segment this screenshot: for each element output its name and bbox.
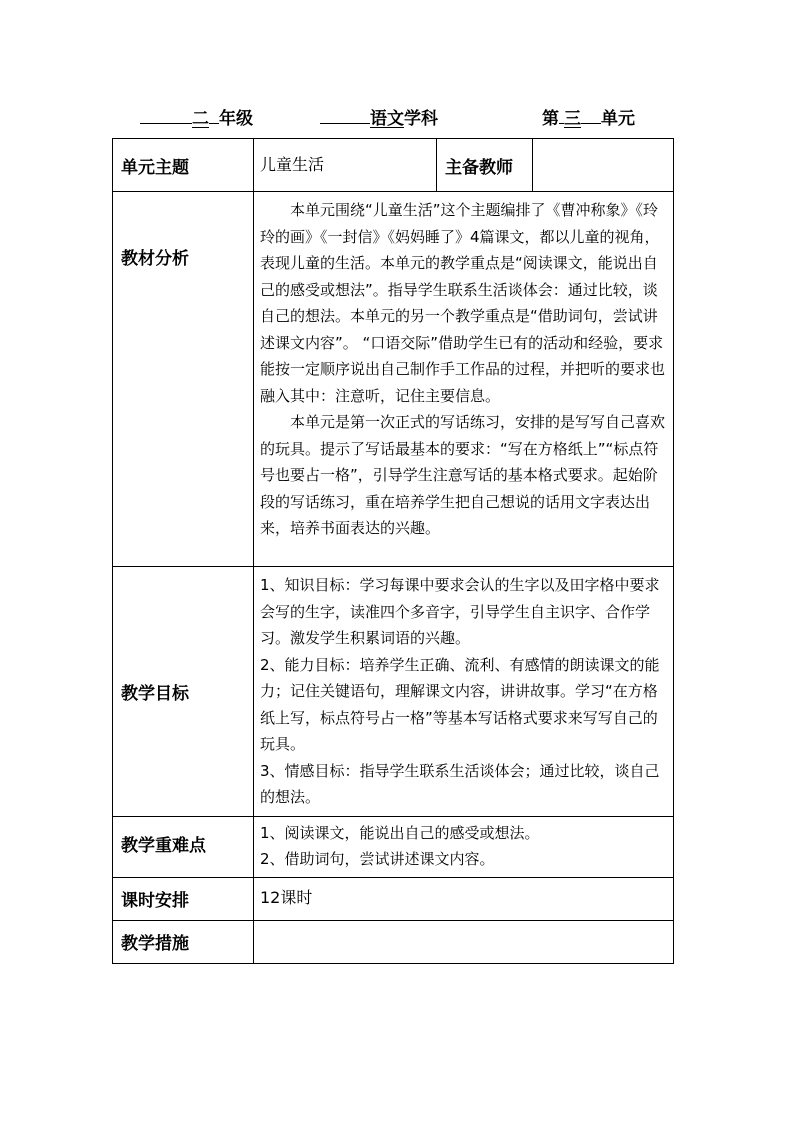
measures-label: 教学措施 xyxy=(113,920,254,963)
schedule-value: 12课时 xyxy=(254,877,674,920)
key-points-label: 教学重难点 xyxy=(113,816,254,877)
goals-content xyxy=(254,567,674,817)
unit-field xyxy=(542,104,635,129)
schedule-label: 课时安排 xyxy=(113,877,254,920)
goal-item: 3、情感目标：指导学生联系生活谈体会；通过比较，谈自己的想法。 xyxy=(260,761,660,806)
teacher-label: 主备教师 xyxy=(437,139,533,192)
grade-blank-line xyxy=(140,105,192,124)
unit-value: 三 xyxy=(564,109,581,129)
unit-label: 单元 xyxy=(601,109,635,129)
page-header xyxy=(112,104,673,130)
unit-prefix: 第 xyxy=(542,109,559,129)
grade-label: 年级 xyxy=(219,109,253,129)
schedule-row xyxy=(113,877,674,920)
subject-blank-line xyxy=(320,105,370,124)
goal-item: 2、能力目标：培养学生正确、流利、有感情的朗读课文的能力；记住关键语句，理解课文内容，讲讲故事。学习“在方格纸上写，标点符号占一格”等基本写话格式要求来写写自己的玩具。 xyxy=(260,655,660,753)
analysis-content xyxy=(254,192,674,567)
measures-row xyxy=(113,920,674,963)
grade-blank-line-2 xyxy=(209,105,219,124)
measures-value xyxy=(254,920,674,963)
teacher-value xyxy=(533,139,674,192)
subject-field xyxy=(320,104,438,129)
key-points-row xyxy=(113,816,674,877)
analysis-label: 教材分析 xyxy=(113,192,254,567)
goals-label: 教学目标 xyxy=(113,567,254,817)
goal-item: 1、知识目标：学习每课中要求会认的生字以及田字格中要求会写的生字，读准四个多音字，引导学生自主识字、合作学习。激发学生积累词语的兴趣。 xyxy=(260,576,660,647)
unit-blank-line-2 xyxy=(581,105,601,124)
key-point-item: 2、借助词句，尝试讲述课文内容。 xyxy=(260,849,495,868)
subject-value: 语文 xyxy=(370,109,404,129)
theme-row xyxy=(113,139,674,192)
key-points-content xyxy=(254,816,674,877)
analysis-paragraph-1: 本单元围绕“儿童生活”这个主题编排了《曹冲称象》《玲玲的画》《一封信》《妈妈睡了》4篇课文，都以儿童的视角，表现儿童的生活。本单元的教学重点是“阅读课文，能说出自己的感受或想法”。指导学生联系生活谈体会：通过比较，谈自己的想法。本单元的另一个教学重点是“借助词句，尝试讲述课文内容”。 “口语交际”借助学生已有的活动和经验，要求能按一定顺序说出自己制作手工作品的过程，并把听的要求也融入其中：注意听，记住主要信息。 xyxy=(260,201,666,405)
analysis-row xyxy=(113,192,674,567)
subject-label: 学科 xyxy=(404,109,438,129)
analysis-paragraph-2: 本单元是第一次正式的写话练习，安排的是写写自己喜欢的玩具。提示了写话最基本的要求：“写在方格纸上”“标点符号也要占一格”，引导学生注意写话的基本格式要求。起始阶段的写话练习，重在培养学生把自己想说的话用文字表达出来，培养书面表达的兴趣。 xyxy=(260,413,666,537)
theme-value: 儿童生活 xyxy=(254,139,437,192)
theme-label: 单元主题 xyxy=(113,139,254,192)
key-point-item: 1、阅读课文，能说出自己的感受或想法。 xyxy=(260,823,540,842)
lesson-plan-table xyxy=(112,138,674,964)
grade-field xyxy=(140,104,253,129)
goals-row xyxy=(113,567,674,817)
grade-value: 二 xyxy=(192,109,209,129)
